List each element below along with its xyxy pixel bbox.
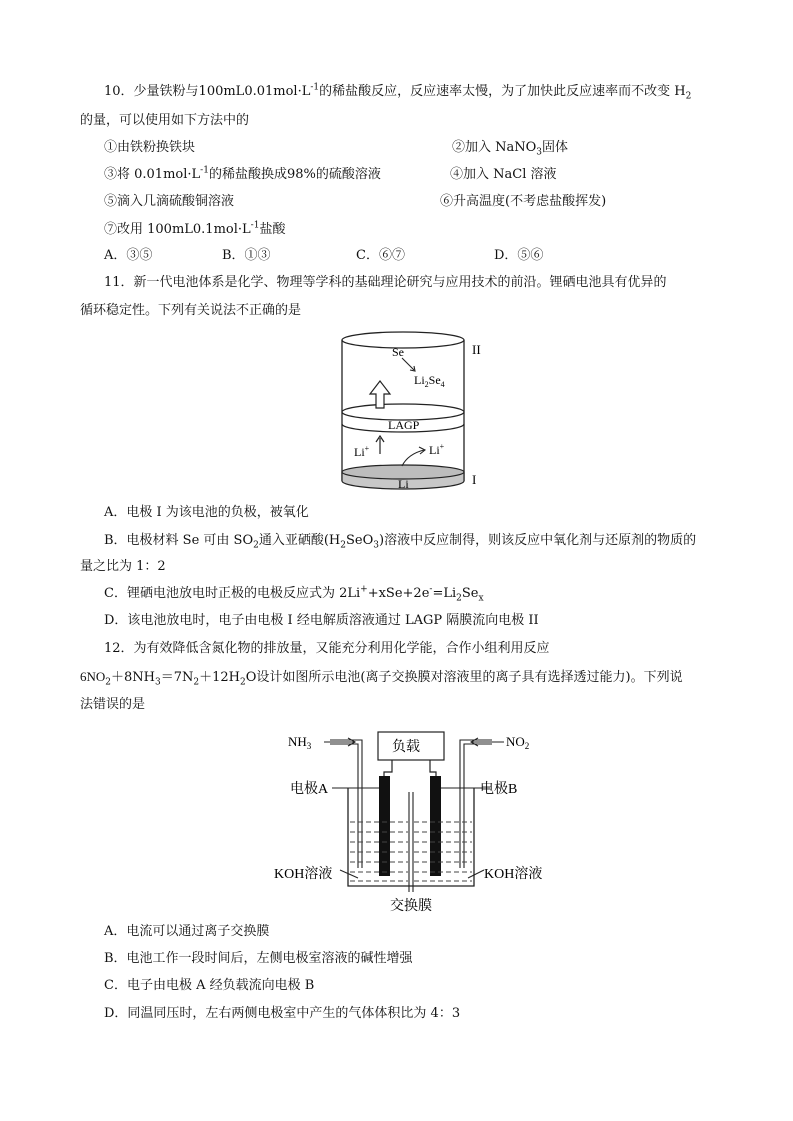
q12-container xyxy=(348,788,474,886)
q11-li2se4-sub2: 4 xyxy=(440,380,445,389)
q12-nh3-sub: 3 xyxy=(306,741,312,751)
q10-option-5: ⑤滴入几滴硫酸铜溶液 xyxy=(104,194,235,209)
q12-eq-s4: 2 xyxy=(240,677,246,688)
q11-label-li2se4 xyxy=(414,373,445,389)
q12-no2-tube xyxy=(460,740,492,868)
q10-stem-part-b: 的稀盐酸反应，反应速率太慢，为了加快此反应速率而不改变 H xyxy=(319,84,686,99)
q11-choice-c-sub1: 2 xyxy=(456,593,462,604)
q11-choice-b-sub1: 2 xyxy=(253,540,259,551)
q11-stem-line1: 11．新一代电池体系是化学、物理等学科的基础理论研究与应用技术的前沿。锂硒电池具有优异的 xyxy=(104,275,667,290)
q12-eq-e: O xyxy=(245,670,257,685)
q10-stem-line1 xyxy=(104,83,691,101)
q12-eq-s2: 3 xyxy=(155,677,161,688)
q11-choice-c xyxy=(104,585,484,603)
q12-wire-right xyxy=(430,760,436,778)
q10-option-3 xyxy=(104,166,381,184)
q12-eq-d: ＋12H xyxy=(199,670,241,685)
q11-choice-c-d: Se xyxy=(461,586,479,601)
q11-battery-figure xyxy=(330,326,500,496)
q11-choice-a: A．电极 I 为该电池的负极，被氧化 xyxy=(104,505,309,520)
q12-electrode-a xyxy=(379,776,390,876)
q11-choice-c-sub2: x xyxy=(478,593,484,604)
q10-stem-sup: -1 xyxy=(310,82,320,93)
q12-choice-d: D．同温同压时，左右两侧电极室中产生的气体体积比为 4：3 xyxy=(104,1006,461,1021)
q10-stem-line2: 的量，可以使用如下方法中的 xyxy=(80,113,250,128)
q10-choice-a: A．③⑤ xyxy=(104,248,153,263)
q10-stem-part-a: 10．少量铁粉与100mL0.01mol·L xyxy=(104,84,311,99)
q11-li2se4-sub1: 2 xyxy=(424,380,429,389)
q11-choice-c-b: +xSe+2e xyxy=(367,586,430,601)
q11-choice-b-d: )溶液中反应制得，则该反应中氧化剂与还原剂的物质的 xyxy=(379,533,697,548)
q11-choice-c-a: C．锂硒电池放电时正极的电极反应式为 2Li xyxy=(104,586,361,601)
q10-option-7-b: 盐酸 xyxy=(259,222,286,237)
q12-solution-pattern xyxy=(350,822,472,881)
q11-choice-b-c: SeO xyxy=(346,533,374,548)
q10-option-2-a: ②加入 NaNO xyxy=(452,140,537,155)
q11-label-li-ion-left xyxy=(354,444,370,459)
q11-choice-b xyxy=(104,532,696,550)
q11-li-ion-right-plus: + xyxy=(439,442,445,451)
q11-li-arrow xyxy=(402,450,424,466)
q10-option-7-a: ⑦改用 100mL0.1mol·L xyxy=(104,222,251,237)
q11-label-li-ion-right xyxy=(429,442,445,457)
q11-choice-c-c: =Li xyxy=(432,586,457,601)
q11-label-se: Se xyxy=(392,345,404,359)
q11-label-li: Li xyxy=(398,477,409,491)
q12-stem-line2 xyxy=(80,668,683,687)
q12-eq-c: ＝7N xyxy=(160,670,194,685)
q12-leader-koh-right xyxy=(468,870,484,878)
q12-label-electrode-a: 电极A xyxy=(290,782,329,797)
q10-option-3-sup: -1 xyxy=(200,165,209,176)
q11-small-up-arrow xyxy=(376,436,384,454)
q11-choice-c-sup2: - xyxy=(429,584,433,595)
q11-li2se4-li: Li xyxy=(414,373,425,387)
q11-choice-b-line2: 量之比为 1：2 xyxy=(80,559,166,574)
q11-label-I: I xyxy=(472,472,477,487)
q11-choice-c-sup1: + xyxy=(360,584,368,595)
q12-nh3-text: NH xyxy=(288,734,307,749)
q11-li-ion-left-plus: + xyxy=(364,444,370,453)
q12-stem-line1: 12．为有效降低含氮化物的排放量，又能充分利用化学能，合作小组利用反应 xyxy=(104,641,550,656)
q10-option-6: ⑥升高温度(不考虑盐酸挥发) xyxy=(440,194,607,209)
q10-choice-b: B．①③ xyxy=(222,248,271,263)
q12-choice-a: A．电流可以通过离子交换膜 xyxy=(104,924,270,939)
q10-option-4: ④加入 NaCl 溶液 xyxy=(450,167,557,182)
q12-eq-a: 6NO xyxy=(80,669,106,684)
q11-label-lagp: LAGP xyxy=(388,418,420,432)
q12-stem-line3: 法错误的是 xyxy=(80,697,146,712)
q12-eq-b: ＋8NH xyxy=(111,670,155,685)
q11-se-arrow xyxy=(402,358,414,370)
q12-no2-text: NO xyxy=(506,734,525,749)
q10-option-7-sup: -1 xyxy=(250,220,260,231)
q11-li2se4-se: Se xyxy=(428,373,441,387)
q12-label-no2 xyxy=(506,734,529,751)
q11-choice-b-b: 通入亚硒酸(H xyxy=(258,533,341,548)
q12-stem-after-eq: 设计如图所示电池(离子交换膜对溶液里的离子具有选择透过能力)。下列说 xyxy=(256,670,683,685)
q10-option-7 xyxy=(104,221,285,239)
q12-nh3-tube xyxy=(330,740,362,868)
q11-choice-b-sub2: 2 xyxy=(340,540,347,551)
q12-electrode-b xyxy=(430,776,441,876)
q12-fuel-cell-figure xyxy=(268,728,558,918)
q12-label-nh3 xyxy=(288,734,312,751)
q12-no2-sub: 2 xyxy=(524,741,530,751)
q12-eq-s1: 2 xyxy=(105,677,112,688)
q11-label-II: II xyxy=(472,342,481,357)
q10-choice-c: C．⑥⑦ xyxy=(356,248,405,263)
q11-stem-line2: 循环稳定性。下列有关说法不正确的是 xyxy=(80,303,302,318)
q12-choice-c: C．电子由电极 A 经负载流向电极 B xyxy=(104,978,315,993)
q12-label-electrode-b: 电极B xyxy=(480,782,518,797)
q12-label-load: 负载 xyxy=(392,740,420,755)
q12-exchange-membrane xyxy=(409,792,413,892)
q10-option-3-b: 的稀盐酸换成98%的硫酸溶液 xyxy=(208,167,381,182)
q11-choice-d: D．该电池放电时，电子由电极 I 经电解质溶液通过 LAGP 隔膜流向电极 II xyxy=(104,613,539,628)
q12-label-koh-right: KOH溶液 xyxy=(484,867,543,882)
q12-choice-b: B．电池工作一段时间后，左侧电极室溶液的碱性增强 xyxy=(104,951,413,966)
q11-choice-b-a: B．电极材料 Se 可由 SO xyxy=(104,533,254,548)
q10-stem-sub: 2 xyxy=(685,91,692,102)
q12-eq-s3: 2 xyxy=(193,677,200,688)
q10-option-3-a: ③将 0.01mol·L xyxy=(104,167,201,182)
q10-option-2-sub: 3 xyxy=(536,147,543,158)
q10-choice-d: D．⑤⑥ xyxy=(494,248,544,263)
q10-option-1: ①由铁粉换铁块 xyxy=(104,140,196,155)
q11-li-ion-right-text: Li xyxy=(429,443,440,457)
q12-leader-koh-left xyxy=(340,870,358,878)
q12-label-membrane: 交换膜 xyxy=(390,899,432,914)
q11-li-ion-left-text: Li xyxy=(354,445,365,459)
q10-option-2 xyxy=(452,139,568,157)
q12-label-koh-left: KOH溶液 xyxy=(274,867,333,882)
q11-choice-b-sub3: 3 xyxy=(373,540,380,551)
q10-option-2-b: 固体 xyxy=(542,140,569,155)
q12-wire-left xyxy=(384,760,392,778)
